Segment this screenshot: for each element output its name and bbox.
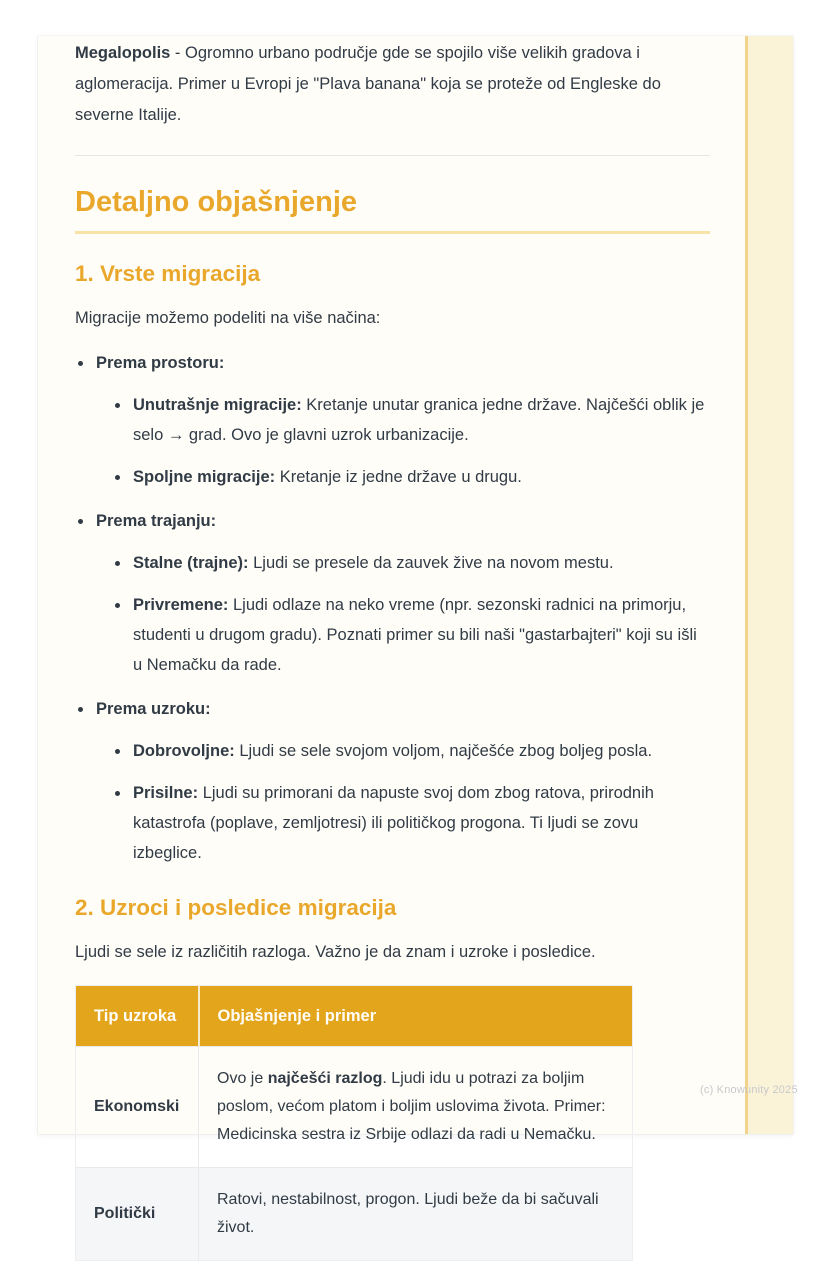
sub-list <box>112 736 710 868</box>
group-label: Prema prostoru: <box>96 354 225 372</box>
cell-desc-pre: Ovo je <box>217 1070 268 1087</box>
table-row <box>76 1047 633 1168</box>
item-text: Ljudi odlaze na neko vreme (npr. sezonski radnici na primorju, studenti u drugom gradu). Poznati primer su bili naši "gastarbajteri" koji su išli u Nemačku da rade. <box>133 596 697 674</box>
item-text: Ljudi se presele da zauvek žive na novom mestu. <box>248 554 614 572</box>
table-header-desc: Objašnjenje i primer <box>199 986 633 1047</box>
table-header-type: Tip uzroka <box>76 986 199 1047</box>
item-text: Ljudi su primorani da napuste svoj dom zbog ratova, prirodnih katastrofa (poplave, zemljotresi) ili političkog progona. Ti ljudi se zovu izbeglice. <box>133 784 654 862</box>
item-label: Unutrašnje migracije: <box>133 396 302 414</box>
item-text: Ljudi se sele svojom voljom, najčešće zbog boljeg posla. <box>234 742 653 760</box>
intro-paragraph <box>75 38 710 131</box>
cell-type: Politički <box>76 1168 199 1261</box>
item-text: Kretanje unutar granica jedne države. Najčešći oblik je selo → grad. Ovo je glavni uzrok urbanizacije. <box>133 396 705 444</box>
list-item <box>112 462 710 492</box>
sub-list <box>112 390 710 492</box>
watermark: (c) Knowunity 2025 <box>700 1084 798 1096</box>
section-1-heading: 1. Vrste migracija <box>75 261 261 286</box>
causes-table <box>75 985 633 1261</box>
bullet-dot-icon <box>115 561 120 566</box>
intro-term: Megalopolis <box>75 44 171 62</box>
list-item-group <box>75 348 710 492</box>
bullet-dot-icon <box>115 791 120 796</box>
cell-desc <box>199 1168 633 1261</box>
item-label: Spoljne migracije: <box>133 468 276 486</box>
migration-types-list <box>75 348 710 868</box>
cell-desc-post: . Ljudi idu u potrazi za boljim poslom, većom platom i boljim uslovima života. Primer: Medicinska sestra iz Srbije odlazi da radi u Nemačku. <box>217 1070 606 1143</box>
item-text: Kretanje iz jedne države u drugu. <box>275 468 522 486</box>
bullet-dot-icon <box>115 603 120 608</box>
bullet-dot-icon <box>78 519 83 524</box>
page-title: Detaljno objašnjenje <box>75 183 710 234</box>
table-row <box>76 1168 633 1261</box>
section-2-intro: Ljudi se sele iz različitih razloga. Važno je da znam i uzroke i posledice. <box>75 943 596 961</box>
group-label: Prema trajanju: <box>96 512 217 530</box>
table-header-row <box>76 986 633 1047</box>
list-item <box>112 590 710 680</box>
page-accent-band <box>745 36 793 1134</box>
bullet-dot-icon <box>115 403 120 408</box>
list-item <box>112 778 710 868</box>
document-content <box>75 36 710 1261</box>
bullet-dot-icon <box>78 361 83 366</box>
item-label: Dobrovoljne: <box>133 742 235 760</box>
intro-text: - Ogromno urbano područje gde se spojilo više velikih gradova i aglomeracija. Primer u Evropi je "Plava banana" koja se proteže od Engleske do severne Italije. <box>75 44 661 124</box>
list-item <box>112 548 710 578</box>
list-item <box>112 390 710 450</box>
bullet-dot-icon <box>115 475 120 480</box>
bullet-dot-icon <box>78 707 83 712</box>
bullet-dot-icon <box>115 749 120 754</box>
cell-desc-post: Ratovi, nestabilnost, progon. Ljudi beže da bi sačuvali život. <box>217 1191 599 1236</box>
cell-desc-bold: najčešći razlog <box>267 1070 383 1087</box>
sub-list <box>112 548 710 680</box>
list-item-group <box>75 694 710 868</box>
list-item-group <box>75 506 710 680</box>
section-divider <box>75 155 710 156</box>
item-label: Prisilne: <box>133 784 199 802</box>
group-label: Prema uzroku: <box>96 700 211 718</box>
item-label: Stalne (trajne): <box>133 554 249 572</box>
section-1-intro: Migracije možemo podeliti na više načina: <box>75 309 381 327</box>
section-2-heading: 2. Uzroci i posledice migracija <box>75 895 397 920</box>
item-label: Privremene: <box>133 596 229 614</box>
document-page <box>38 36 793 1236</box>
cell-desc <box>199 1047 633 1168</box>
cell-type: Ekonomski <box>76 1047 199 1168</box>
list-item <box>112 736 710 766</box>
